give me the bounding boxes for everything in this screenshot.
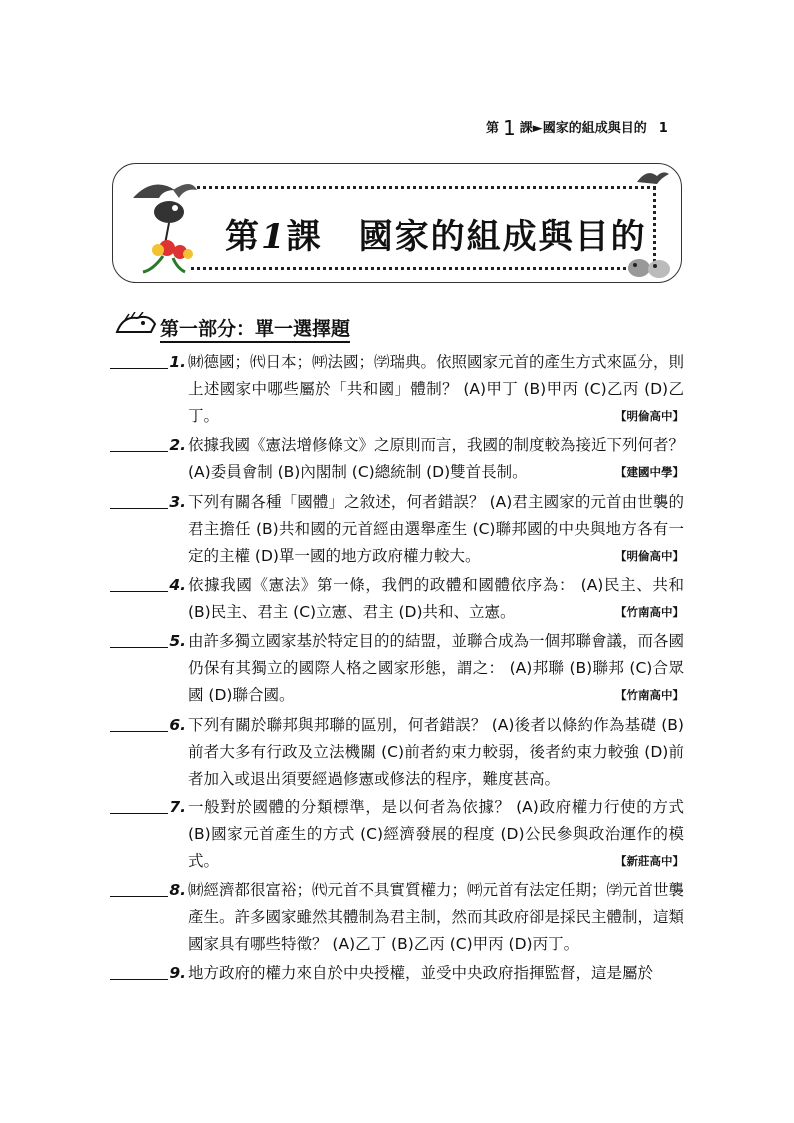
header-suffix: 課►國家的組成與目的 bbox=[519, 121, 647, 136]
question-7 bbox=[110, 794, 684, 875]
question-text: 依據我國《憲法增修條文》之原則而言，我國的制度較為接近下列何者？ (A)委員會制 (B)內閣制 (C)總統制 (D)雙首長制。 bbox=[188, 436, 685, 481]
answer-blank[interactable] bbox=[110, 647, 168, 648]
question-9 bbox=[110, 960, 684, 987]
question-source: 【竹南高中】 bbox=[615, 605, 684, 619]
question-2 bbox=[110, 432, 684, 486]
question-number: 4. bbox=[169, 576, 186, 594]
answer-blank[interactable] bbox=[110, 368, 168, 369]
header-prefix: 第 bbox=[486, 121, 500, 136]
question-source: 【新莊高中】 bbox=[615, 854, 684, 868]
page-number: 1 bbox=[658, 121, 668, 136]
question-text: 一般對於國體的分類標準，是以何者為依據？ (A)政府權力行使的方式 (B)國家元首產生的方式 (C)經濟發展的程度 (D)公民參與政治運作的模式。 bbox=[188, 798, 684, 870]
question-text: 地方政府的權力來自於中央授權，並受中央政府指揮監督，這是屬於 bbox=[188, 964, 654, 982]
answer-blank[interactable] bbox=[110, 979, 168, 980]
small-bird-icon bbox=[635, 166, 671, 192]
question-4 bbox=[110, 572, 684, 626]
question-3 bbox=[110, 489, 684, 570]
answer-blank[interactable] bbox=[110, 896, 168, 897]
section-mascot-icon bbox=[113, 312, 159, 336]
question-source: 【明倫高中】 bbox=[615, 409, 684, 423]
question-number: 2. bbox=[169, 436, 186, 454]
answer-blank[interactable] bbox=[110, 591, 168, 592]
question-text: 下列有關各種「國體」之敘述，何者錯誤？ (A)君主國家的元首由世襲的君主擔任 (B)共和國的元首經由選舉產生 (C)聯邦國的中央與地方各有一定的主權 (D)單一國的地方政府權力較大。 bbox=[188, 493, 684, 565]
answer-blank[interactable] bbox=[110, 451, 168, 452]
answer-blank[interactable] bbox=[110, 731, 168, 732]
question-source: 【建國中學】 bbox=[615, 465, 684, 479]
question-number: 8. bbox=[169, 881, 186, 899]
question-text: 下列有關於聯邦與邦聯的區別，何者錯誤？ (A)後者以條約作為基礎 (B)前者大多有行政及立法機關 (C)前者約束力較弱，後者約束力較強 (D)前者加入或退出須要經過修憲或修法的程序，難度甚高。 bbox=[188, 716, 684, 788]
question-source: 【明倫高中】 bbox=[615, 549, 684, 563]
question-text: ㈶經濟都很富裕；㈹元首不具實質權力；㈺元首有法定任期；㈻元首世襲產生。許多國家雖然其體制為君主制，然而其政府卻是採民主體制，這類國家具有哪些特徵？ (A)乙丁 (B)乙丙 (C)甲丙 (D)丙丁。 bbox=[188, 881, 685, 953]
question-6 bbox=[110, 712, 684, 793]
answer-blank[interactable] bbox=[110, 813, 168, 814]
answer-blank[interactable] bbox=[110, 508, 168, 509]
question-1 bbox=[110, 349, 684, 430]
question-number: 5. bbox=[169, 632, 186, 650]
question-5 bbox=[110, 628, 684, 709]
question-text: 依據我國《憲法》第一條，我們的政體和國體依序為： (A)民主、共和 (B)民主、君主 (C)立憲、君主 (D)共和、立憲。 bbox=[188, 576, 684, 621]
question-number: 6. bbox=[169, 716, 186, 734]
section-title: 第一部分：單一選擇題 bbox=[160, 314, 350, 341]
question-text: 由許多獨立國家基於特定目的的結盟，並聯合成為一個邦聯會議，而各國仍保有其獨立的國際人格之國家形態，謂之： (A)邦聯 (B)聯邦 (C)合眾國 (D)聯合國。 bbox=[188, 632, 685, 704]
lesson-banner bbox=[112, 163, 682, 283]
question-number: 1. bbox=[169, 353, 186, 371]
question-number: 9. bbox=[169, 964, 186, 982]
question-8 bbox=[110, 877, 684, 958]
question-source: 【竹南高中】 bbox=[615, 688, 684, 702]
running-header bbox=[486, 116, 668, 140]
question-number: 7. bbox=[169, 798, 186, 816]
lesson-title: 第1課 國家的組成與目的 bbox=[225, 217, 647, 257]
question-text: ㈶德國；㈹日本；㈺法國；㈻瑞典。依照國家元首的產生方式來區分，則上述國家中哪些屬於「共和國」體制？ (A)甲丁 (B)甲丙 (C)乙丙 (D)乙丁。 bbox=[188, 353, 685, 425]
bird-on-flower-illustration bbox=[113, 168, 223, 278]
header-lesson-number: 1 bbox=[503, 116, 516, 140]
question-number: 3. bbox=[169, 493, 186, 511]
